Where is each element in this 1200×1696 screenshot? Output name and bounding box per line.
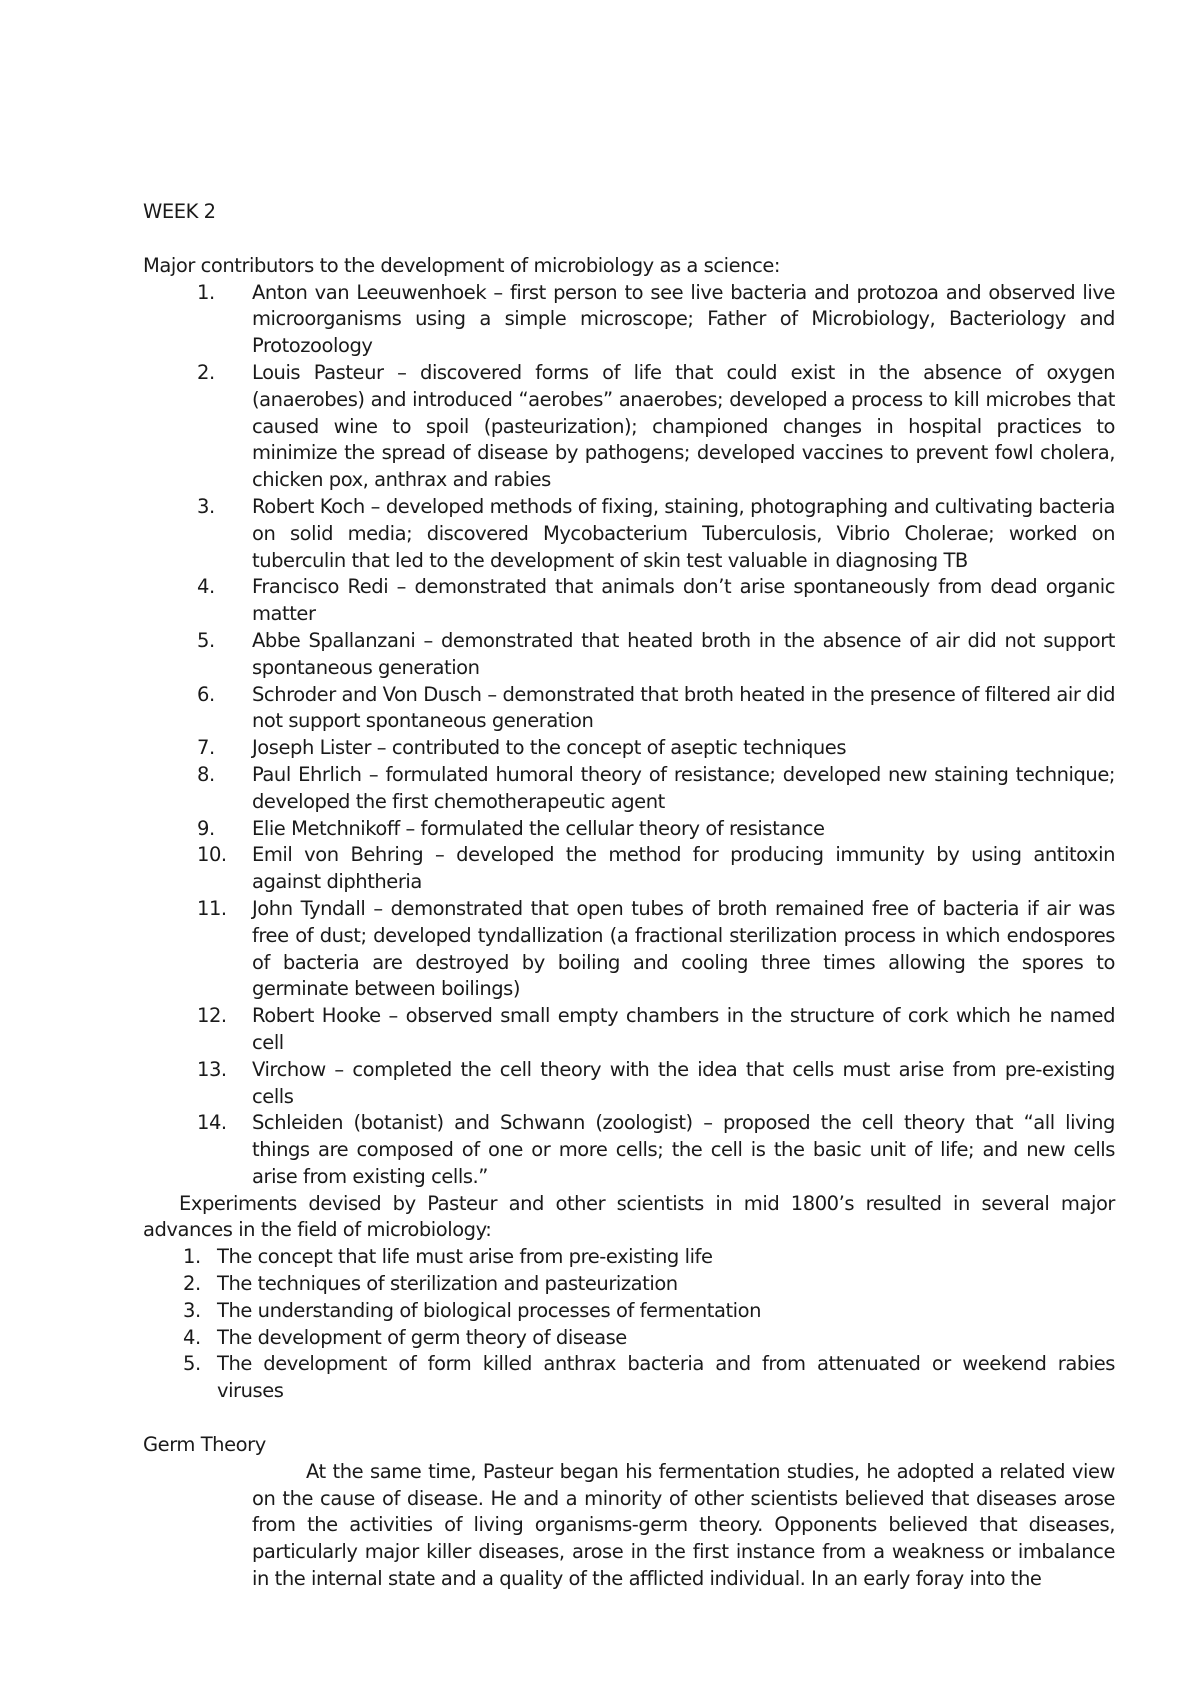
germ-theory-heading: Germ Theory [143, 1433, 266, 1457]
list-item [143, 1325, 1115, 1352]
list-number: 1. [197, 280, 215, 304]
list-number: 4. [197, 575, 215, 599]
list-item [143, 1298, 1115, 1325]
list-item-text: Abbe Spallanzani – demonstrated that heated broth in the absence of air did not support spontaneous generation [252, 628, 1115, 679]
list-item-text: The techniques of sterilization and pasteurization [217, 1272, 678, 1296]
list-item [143, 360, 1115, 494]
contributors-intro: Major contributors to the development of microbiology as a science: [143, 253, 781, 277]
list-item [143, 896, 1115, 1003]
list-item [143, 682, 1115, 736]
list-number: 3. [197, 494, 215, 518]
list-number: 2. [183, 1272, 201, 1296]
list-item-text: Schleiden (botanist) and Schwann (zoologist) – proposed the cell theory that “all living things are composed of one or more cells; the cell is the basic unit of life; and new cells arise from existing cells.” [252, 1111, 1115, 1188]
list-item [143, 1110, 1115, 1190]
list-number: 9. [197, 816, 215, 840]
advances-list [143, 1244, 1115, 1405]
list-item [143, 628, 1115, 682]
list-number: 3. [183, 1298, 201, 1322]
germ-theory-paragraph [252, 1459, 1115, 1593]
experiments-intro: Experiments devised by Pasteur and other scientists in mid 1800’s resulted in several major advances in the field of microbiology: [143, 1191, 1115, 1242]
list-number: 4. [183, 1325, 201, 1349]
list-item-text: Paul Ehrlich – formulated humoral theory of resistance; developed new staining technique; developed the first chemotherapeutic agent [252, 762, 1115, 813]
list-item [143, 574, 1115, 628]
list-item [143, 494, 1115, 574]
list-item-text: Robert Hooke – observed small empty chambers in the structure of cork which he named cell [252, 1004, 1115, 1054]
list-item [143, 1057, 1115, 1111]
list-item-text: Louis Pasteur – discovered forms of life that could exist in the absence of oxygen (anaerobes) and introduced “aerobes” anaerobes; developed a process to kill microbes that caused wine to spoil (pasteurization); championed changes in hospital practices to minimize the spread of disease by pathogens; developed vaccines to prevent fowl cholera, chicken pox, anthrax and rabies [252, 360, 1115, 492]
list-item-text: John Tyndall – demonstrated that open tubes of broth remained free of bacteria if air was free of dust; developed tyndallization (a fractional sterilization process in which endospores of bacteria are destroyed by boiling and cooling three times allowing the spores to germinate between boilings) [252, 896, 1115, 1001]
list-number: 5. [183, 1352, 201, 1376]
list-item [143, 762, 1115, 816]
list-item [143, 735, 1115, 762]
list-item-text: Elie Metchnikoff – formulated the cellular theory of resistance [252, 816, 825, 840]
list-number: 1. [183, 1245, 201, 1269]
list-item-text: Emil von Behring – developed the method for producing immunity by using antitoxin against diphtheria [252, 843, 1115, 894]
page-title: WEEK 2 [143, 200, 216, 223]
list-item-text: Schroder and Von Dusch – demonstrated that broth heated in the presence of filtered air did not support spontaneous generation [252, 682, 1115, 733]
list-item [143, 1271, 1115, 1298]
list-number: 11. [197, 896, 227, 920]
list-item-text: The development of germ theory of disease [217, 1325, 627, 1349]
list-item-text: Anton van Leeuwenhoek – first person to see live bacteria and protozoa and observed live microorganisms using a simple microscope; Father of Microbiology, Bacteriology and Protozoology [252, 280, 1115, 358]
list-item [143, 1003, 1115, 1057]
contributors-list [143, 280, 1115, 1191]
list-item-text: Virchow – completed the cell theory with the idea that cells must arise from pre-existing cells [252, 1057, 1115, 1108]
germ-theory-text: At the same time, Pasteur began his fermentation studies, he adopted a related view on the cause of disease. He and a minority of other scientists believed that diseases arose from the activities of living organisms-germ theory. Opponents believed that diseases, particularly major killer diseases, arose in the first instance from a weakness or imbalance in the internal state and a quality of the afflicted individual. In an early foray into the [252, 1459, 1115, 1591]
list-item [143, 816, 1115, 843]
list-item-text: Joseph Lister – contributed to the concept of aseptic techniques [252, 736, 847, 760]
list-number: 14. [197, 1111, 227, 1135]
list-item [143, 1351, 1115, 1405]
list-number: 2. [197, 360, 215, 384]
list-number: 10. [197, 843, 227, 867]
list-number: 6. [197, 682, 215, 706]
list-number: 8. [197, 762, 215, 786]
list-item [143, 280, 1115, 360]
list-item-text: The development of form killed anthrax bacteria and from attenuated or weekend rabies viruses [217, 1352, 1115, 1403]
list-number: 13. [197, 1057, 227, 1081]
list-item-text: The concept that life must arise from pre-existing life [217, 1245, 713, 1269]
document-content [143, 199, 1115, 1593]
list-item-text: The understanding of biological processes of fermentation [217, 1298, 762, 1322]
list-item-text: Robert Koch – developed methods of fixing, staining, photographing and cultivating bacteria on solid media; discovered Mycobacterium Tuberculosis, Vibrio Cholerae; worked on tuberculin that led to the development of skin test valuable in diagnosing TB [252, 494, 1115, 572]
list-item [143, 842, 1115, 896]
list-item [143, 1244, 1115, 1271]
list-number: 12. [197, 1004, 227, 1028]
list-number: 7. [197, 736, 215, 760]
list-item-text: Francisco Redi – demonstrated that animals don’t arise spontaneously from dead organic matter [252, 575, 1115, 626]
list-number: 5. [197, 628, 215, 652]
